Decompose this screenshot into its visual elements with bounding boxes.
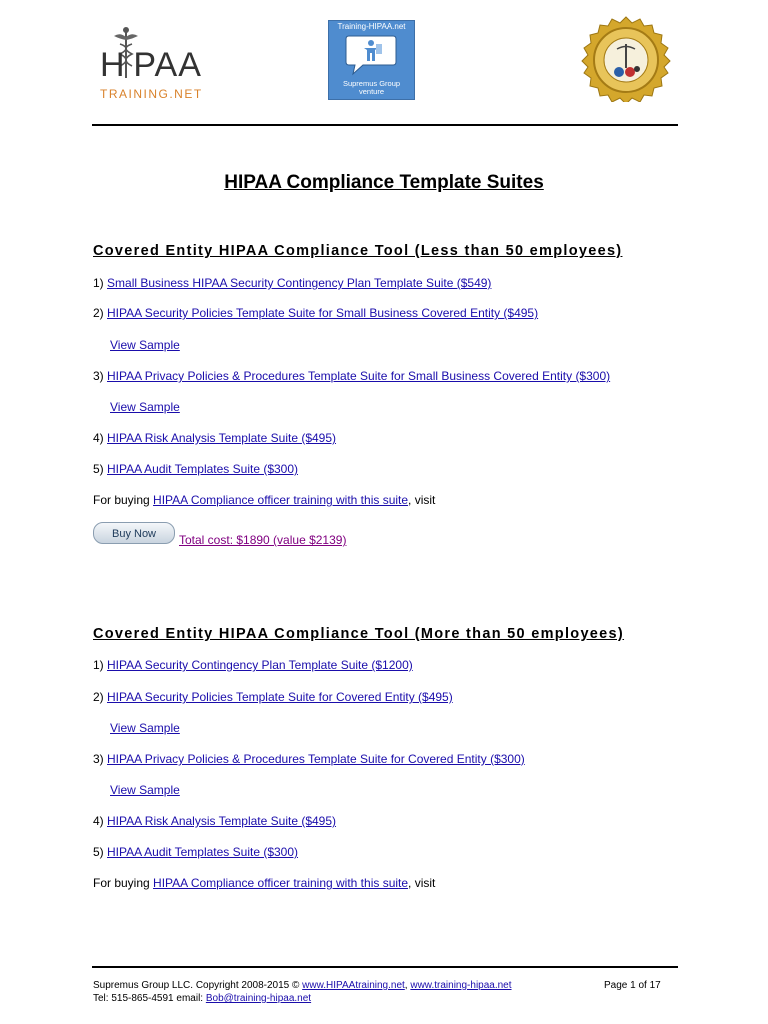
footer-separator: , — [404, 980, 411, 991]
product-link[interactable]: Small Business HIPAA Security Contingency Plan Template Suite ($549) — [107, 276, 492, 290]
footer-line-2 — [93, 993, 311, 1004]
product-link[interactable]: HIPAA Privacy Policies & Procedures Template Suite for Small Business Covered Entity ($300) — [107, 369, 611, 383]
footer-copyright: Supremus Group LLC. Copyright 2008-2015 © — [93, 980, 303, 991]
view-sample-link[interactable]: View Sample — [110, 783, 180, 797]
hipaa-logo-subtitle: TRAINING.NET — [100, 87, 203, 101]
item-number: 3) — [93, 752, 104, 766]
hipaa-logo-text: H PAA — [100, 46, 202, 84]
list-item — [93, 658, 413, 672]
item-number: 5) — [93, 462, 104, 476]
page-title: HIPAA Compliance Template Suites — [224, 172, 544, 193]
header-divider — [92, 124, 678, 126]
footer-divider — [92, 966, 678, 968]
buying-suffix: , visit — [408, 493, 436, 507]
list-item — [93, 845, 298, 859]
list-item — [93, 276, 491, 290]
officer-training-link[interactable]: HIPAA Compliance officer training with this suite — [153, 876, 409, 890]
item-number: 2) — [93, 690, 104, 704]
section-heading-large: Covered Entity HIPAA Compliance Tool (More than 50 employees) — [93, 626, 625, 642]
product-link[interactable]: HIPAA Security Policies Template Suite for Small Business Covered Entity ($495) — [107, 306, 539, 320]
footer-link-training-hipaa[interactable]: www.training-hipaa.net — [410, 980, 512, 991]
sg-logo-name: Supremus Group — [342, 79, 401, 88]
list-item — [93, 690, 453, 704]
item-number: 3) — [93, 369, 104, 383]
buying-suffix: , visit — [408, 876, 436, 890]
list-item — [110, 338, 180, 352]
item-number: 4) — [93, 814, 104, 828]
product-link[interactable]: HIPAA Security Policies Template Suite for Covered Entity ($495) — [107, 690, 453, 704]
buying-prefix: For buying — [93, 493, 154, 507]
view-sample-link[interactable]: View Sample — [110, 338, 180, 352]
page-number: Page 1 of 17 — [604, 980, 661, 991]
view-sample-link[interactable]: View Sample — [110, 721, 180, 735]
compliance-seal-icon — [579, 16, 673, 102]
product-link[interactable]: HIPAA Security Contingency Plan Template Suite ($1200) — [107, 658, 413, 672]
footer-line-1 — [93, 980, 512, 991]
item-number: 2) — [93, 306, 104, 320]
list-item — [110, 400, 180, 414]
buying-prefix: For buying — [93, 876, 154, 890]
product-link[interactable]: HIPAA Audit Templates Suite ($300) — [107, 845, 299, 859]
footer-link-hipaatraining[interactable]: www.HIPAAtraining.net — [302, 980, 405, 991]
list-item — [110, 721, 180, 735]
view-sample-link[interactable]: View Sample — [110, 400, 180, 414]
supremus-group-logo — [328, 20, 415, 100]
list-item — [93, 369, 610, 383]
total-cost — [179, 533, 346, 547]
speech-bubble-icon — [345, 34, 397, 74]
product-link[interactable]: HIPAA Risk Analysis Template Suite ($495) — [107, 814, 337, 828]
list-item — [93, 814, 336, 828]
list-item — [93, 752, 525, 766]
product-link[interactable]: HIPAA Privacy Policies & Procedures Template Suite for Covered Entity ($300) — [107, 752, 525, 766]
officer-training-link[interactable]: HIPAA Compliance officer training with this suite — [153, 493, 409, 507]
sg-logo-caption — [329, 80, 414, 96]
total-cost-link[interactable]: Total cost: $1890 (value $2139) — [179, 533, 347, 547]
item-number: 1) — [93, 658, 104, 672]
buying-line — [93, 493, 435, 507]
item-number: 5) — [93, 845, 104, 859]
sg-logo-venture: venture — [358, 87, 385, 96]
footer-contact: Tel: 515-865-4591 email: — [93, 993, 206, 1004]
product-link[interactable]: HIPAA Risk Analysis Template Suite ($495) — [107, 431, 337, 445]
list-item — [93, 431, 336, 445]
buy-now-button[interactable]: Buy Now — [93, 522, 175, 544]
item-number: 4) — [93, 431, 104, 445]
list-item — [93, 306, 538, 320]
buying-line — [93, 876, 435, 890]
sg-logo-url: Training-HIPAA.net — [337, 22, 406, 31]
footer-email-link[interactable]: Bob@training-hipaa.net — [205, 993, 312, 1004]
list-item — [110, 783, 180, 797]
section-heading-small: Covered Entity HIPAA Compliance Tool (Less than 50 employees) — [93, 243, 623, 259]
product-link[interactable]: HIPAA Audit Templates Suite ($300) — [107, 462, 299, 476]
list-item — [93, 462, 298, 476]
item-number: 1) — [93, 276, 104, 290]
